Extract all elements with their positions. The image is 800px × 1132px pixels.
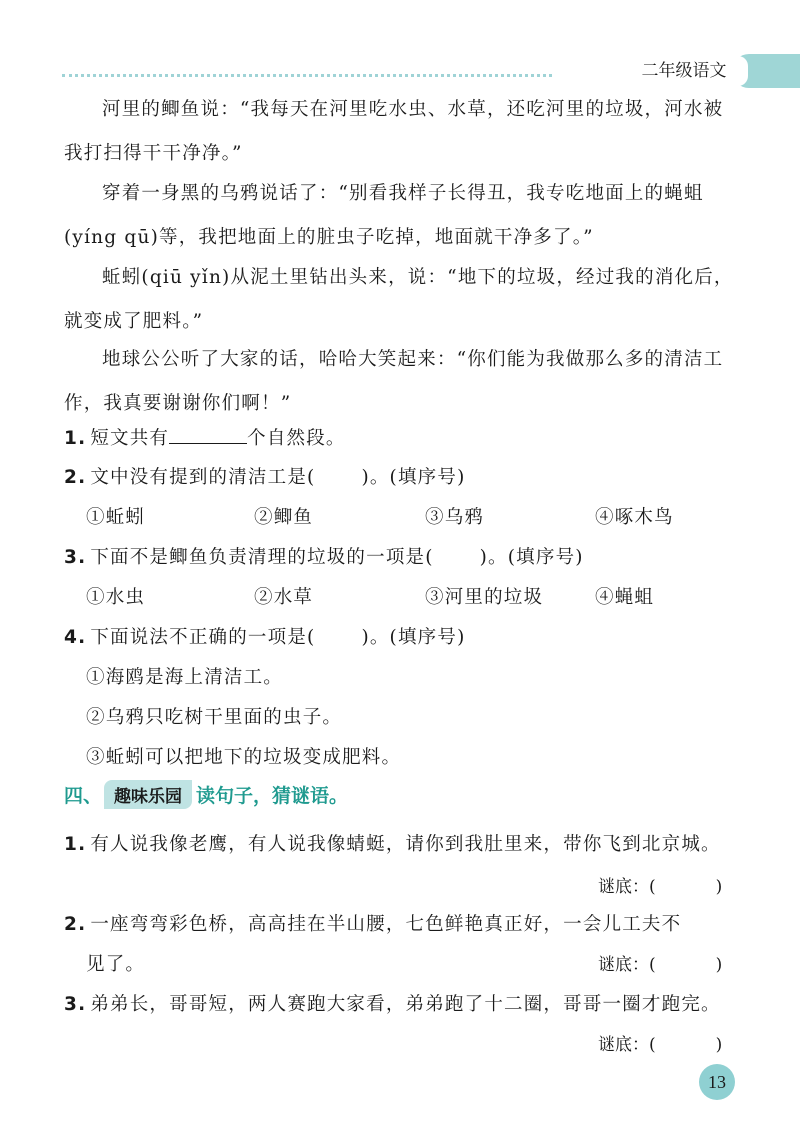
q4-option-1: ①海鸥是海上清洁工。	[86, 667, 284, 688]
question-2	[64, 463, 466, 489]
question-text: )。(填序号)	[361, 467, 466, 488]
riddle-2	[64, 910, 681, 936]
q4-option-3: ③蚯蚓可以把地下的垃圾变成肥料。	[86, 747, 402, 768]
answer-blank[interactable]	[169, 425, 247, 444]
q2-option-4: ④啄木鸟	[595, 507, 674, 528]
q2-option-3: ③乌鸦	[425, 507, 485, 528]
question-1	[64, 424, 346, 450]
q3-option-1: ①水虫	[86, 587, 146, 608]
riddle-2-answer	[598, 950, 722, 975]
riddle-3	[64, 990, 721, 1016]
header-dotted-rule	[62, 74, 552, 77]
answer-close: )	[715, 1035, 723, 1055]
header-subject-tab	[612, 54, 800, 88]
riddle-number: 1.	[64, 834, 87, 855]
section-number: 四、	[64, 785, 103, 807]
riddle-number: 2.	[64, 914, 87, 935]
question-4	[64, 623, 466, 649]
question-text: 下面说法不正确的一项是(	[90, 627, 316, 648]
answer-close: )	[715, 955, 723, 975]
q3-option-3: ③河里的垃圾	[425, 587, 544, 608]
riddle-number: 3.	[64, 994, 87, 1015]
question-text: 下面不是鲫鱼负责清理的垃圾的一项是(	[90, 547, 434, 568]
riddle-text: 弟弟长，哥哥短，两人赛跑大家看，弟弟跑了十二圈，哥哥一圈才跑完。	[90, 994, 721, 1015]
section-pill-label: 趣味乐园	[104, 780, 192, 809]
answer-label: 谜底：(	[598, 877, 656, 897]
q3-option-2: ②水草	[254, 587, 314, 608]
q3-option-4: ④蝇蛆	[595, 587, 655, 608]
question-text: )。(填序号)	[479, 547, 584, 568]
answer-label: 谜底：(	[598, 1035, 656, 1055]
riddle-3-answer	[598, 1030, 722, 1055]
question-number: 2.	[64, 467, 87, 488]
story-paragraph-2: 穿着一身黑的乌鸦说话了：“别看我样子长得丑，我专吃地面上的蝇蛆(yíng qū)等，我把地面上的脏虫子吃掉，地面就干净多了。”	[64, 183, 704, 248]
riddle-2-continued: 见了。	[86, 954, 146, 975]
question-text: 短文共有	[90, 428, 170, 449]
section-4-heading	[64, 780, 348, 820]
story-paragraph-1: 河里的鲫鱼说：“我每天在河里吃水虫、水草，还吃河里的垃圾，河水被我打扫得干干净净。”	[64, 99, 724, 164]
question-number: 3.	[64, 547, 87, 568]
riddle-1-answer	[598, 872, 722, 897]
riddle-1	[64, 830, 721, 856]
answer-close: )	[715, 877, 723, 897]
question-number: 1.	[64, 428, 87, 449]
answer-label: 谜底：(	[598, 955, 656, 975]
story-paragraph-3: 蚯蚓(qiū yǐn)从泥土里钻出头来，说：“地下的垃圾，经过我的消化后，就变成了肥料。”	[64, 267, 734, 332]
question-3	[64, 543, 584, 569]
story-paragraph-4: 地球公公听了大家的话，哈哈大笑起来：“你们能为我做那么多的清洁工作，我真要谢谢你们啊！”	[64, 349, 724, 414]
question-number: 4.	[64, 627, 87, 648]
page-number-badge: 13	[699, 1064, 735, 1100]
question-text: 文中没有提到的清洁工是(	[90, 467, 316, 488]
section-title: 读句子，猜谜语。	[196, 785, 349, 807]
riddle-text: 一座弯弯彩色桥，高高挂在半山腰，七色鲜艳真正好，一会儿工夫不	[90, 914, 682, 935]
q2-option-1: ①蚯蚓	[86, 507, 146, 528]
q2-option-2: ②鲫鱼	[254, 507, 314, 528]
subject-label: 二年级语文	[620, 56, 748, 86]
question-text: 个自然段。	[247, 428, 346, 449]
q4-option-2: ②乌鸦只吃树干里面的虫子。	[86, 707, 343, 728]
question-text: )。(填序号)	[361, 627, 466, 648]
riddle-text: 有人说我像老鹰，有人说我像蜻蜓，请你到我肚里来，带你飞到北京城。	[90, 834, 721, 855]
